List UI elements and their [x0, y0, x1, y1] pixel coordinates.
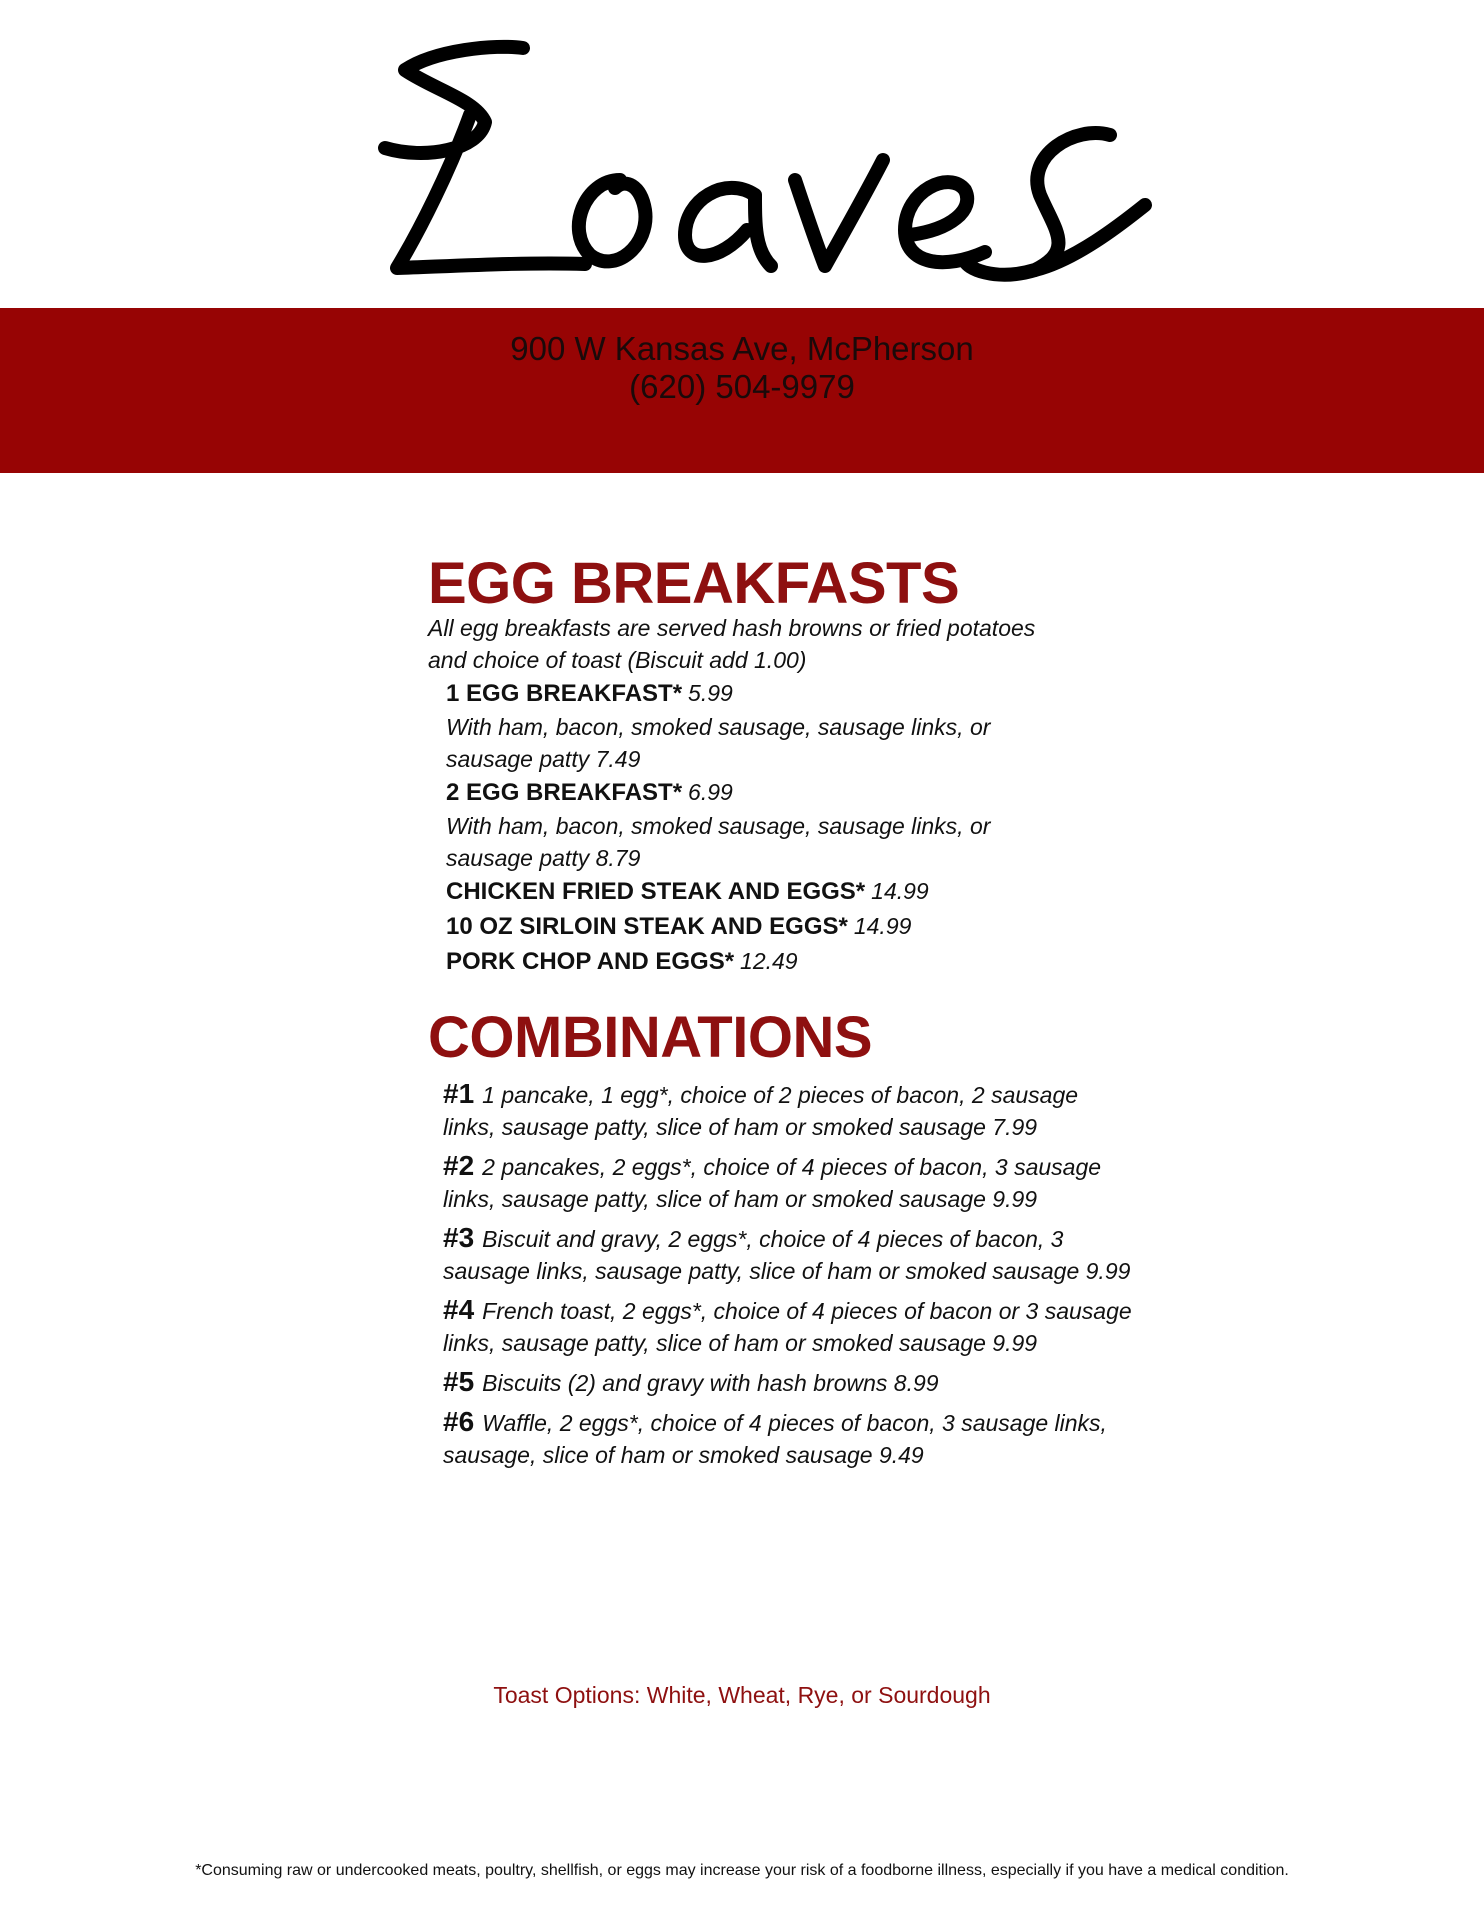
- combo-item: [443, 1406, 1133, 1471]
- combo-description: 2 pancakes, 2 eggs*, choice of 4 pieces of bacon, 3 sausage links, sausage patty, slice of ham or smoked sausage 9.99: [443, 1154, 1102, 1212]
- menu-item: [446, 874, 1128, 909]
- section-heading: COMBINATIONS: [428, 1005, 873, 1070]
- address: 900 W Kansas Ave, McPherson: [510, 330, 974, 367]
- section-heading: EGG BREAKFASTS: [428, 551, 960, 616]
- toast-options: Toast Options: White, Wheat, Rye, or Sourdough: [493, 1682, 991, 1708]
- combo-description: Waffle, 2 eggs*, choice of 4 pieces of bacon, 3 sausage links, sausage, slice of ham or smoked sausage 9.49: [443, 1410, 1107, 1468]
- combo-number: #3: [443, 1222, 475, 1253]
- item-option: sausage patty 7.49: [446, 746, 641, 772]
- combo-description: French toast, 2 eggs*, choice of 4 pieces of bacon or 3 sausage links, sausage patty, slice of ham or smoked sausage 9.99: [443, 1298, 1132, 1356]
- egg-breakfasts-section: [428, 552, 1128, 979]
- combo-description: Biscuits (2) and gravy with hash browns 8.99: [482, 1370, 939, 1396]
- item-name: PORK CHOP AND EGGS*: [446, 948, 735, 975]
- combo-item: [443, 1078, 1133, 1143]
- item-name: 10 OZ SIRLOIN STEAK AND EGGS*: [446, 913, 848, 940]
- menu-items: [446, 676, 1128, 979]
- combo-description: Biscuit and gravy, 2 eggs*, choice of 4 pieces of bacon, 3 sausage links, sausage patty, slice of ham or smoked sausage 9.99: [443, 1226, 1131, 1284]
- phone-number: (620) 504-9979: [629, 368, 855, 405]
- combo-description: 1 pancake, 1 egg*, choice of 2 pieces of bacon, 2 sausage links, sausage patty, slice of ham or smoked sausage 7.99: [443, 1082, 1079, 1140]
- combo-item: [443, 1294, 1133, 1359]
- combo-number: #1: [443, 1078, 475, 1109]
- item-price: 14.99: [853, 913, 912, 939]
- combo-item: [443, 1366, 1133, 1399]
- item-price: 5.99: [688, 680, 733, 706]
- header-banner: [0, 308, 1484, 473]
- menu-item: [446, 775, 1128, 874]
- food-safety-disclaimer: *Consuming raw or undercooked meats, poultry, shellfish, or eggs may increase your risk of a foodborne illness, especially if you have a medical condition.: [195, 1862, 1289, 1879]
- intro-line: and choice of toast (Biscuit add 1.00): [428, 647, 807, 673]
- loaves-logo: [375, 30, 1155, 310]
- menu-item: [446, 676, 1128, 775]
- item-name: 1 EGG BREAKFAST*: [446, 680, 683, 707]
- item-name: CHICKEN FRIED STEAK AND EGGS*: [446, 878, 866, 905]
- item-option: With ham, bacon, smoked sausage, sausage links, or: [446, 714, 991, 740]
- item-price: 12.49: [740, 948, 798, 974]
- menu-item: [446, 909, 1128, 944]
- item-name: 2 EGG BREAKFAST*: [446, 779, 683, 806]
- combo-item: [443, 1150, 1133, 1215]
- item-option: With ham, bacon, smoked sausage, sausage links, or: [446, 813, 991, 839]
- combo-list: [443, 1078, 1132, 1471]
- menu-item: [446, 944, 1128, 979]
- item-option: sausage patty 8.79: [446, 845, 641, 871]
- combo-item: [443, 1222, 1133, 1287]
- combo-number: #6: [443, 1406, 475, 1437]
- section-intro: [428, 612, 1128, 676]
- intro-line: All egg breakfasts are served hash browns or fried potatoes: [428, 615, 1036, 641]
- combo-number: #2: [443, 1150, 475, 1181]
- combo-number: #5: [443, 1366, 475, 1397]
- item-price: 6.99: [688, 779, 733, 805]
- combo-number: #4: [443, 1294, 475, 1325]
- item-price: 14.99: [871, 878, 929, 904]
- combinations-section: [428, 1005, 1132, 1478]
